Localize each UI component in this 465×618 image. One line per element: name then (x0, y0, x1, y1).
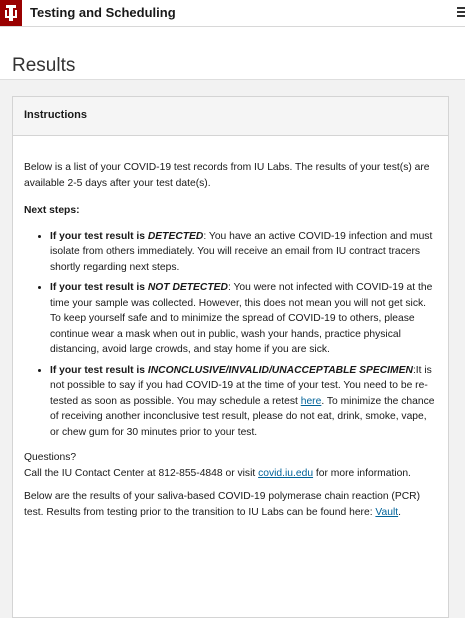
step-lead: If your test result is (50, 282, 148, 293)
step-body: : You were not infected with COVID-19 at the time your sample was collected. However, this does not mean you will not get sick. To keep yourself safe and to minimize the spread of COVID-19 to others, please continue wear a mask when out in public, wash your hands, practice physical distancing, avoid large crowds, and stay home if you are sick. (50, 282, 433, 355)
instructions-panel-header (13, 97, 448, 136)
step-body: : You have an active COVID-19 infection and must isolate from others immediately. You will receive an email from IU contract tracers shortly regarding next steps. (50, 230, 433, 273)
contact-text-after: for more information. (313, 467, 411, 479)
pcr-text (24, 489, 437, 520)
contact-text (24, 466, 437, 482)
schedule-retest-link[interactable]: here (300, 395, 322, 407)
next-steps-label: Next steps: (24, 205, 80, 216)
list-item-inconclusive (50, 363, 437, 441)
step-body-continued: . To minimize the chance of receiving another inconclusive test result, please do not eat, drink, smoke, vape, or chew gum for 30 minutes prior to your test. (50, 395, 435, 438)
list-item-detected (50, 229, 437, 276)
next-steps-list (24, 229, 437, 441)
instructions-heading: Instructions (24, 109, 87, 121)
status-not-detected: NOT DETECTED (147, 282, 228, 293)
list-item-not-detected (50, 280, 437, 358)
vault-link[interactable]: Vault (375, 506, 399, 518)
step-lead: If your test result is (50, 230, 148, 242)
intro-text: Below is a list of your COVID-19 test records from IU Labs. The results of your test(s) are available 2-5 days after your test date(s). (24, 162, 430, 189)
page-title: Results (12, 54, 76, 76)
hamburger-menu-icon[interactable] (457, 5, 465, 19)
contact-text-before: Call the IU Contact Center at 812-855-4848 or visit (24, 467, 259, 479)
pcr-text-body: Below are the results of your saliva-based COVID-19 polymerase chain reaction (PCR) test. Results from testing prior to the transition to IU Labs can be found here: (24, 491, 421, 518)
pcr-text-end: . (398, 506, 402, 518)
app-title: Testing and Scheduling (30, 5, 176, 20)
page-header (0, 27, 465, 80)
instructions-panel (12, 96, 449, 618)
step-body: :It is not possible to say if you had COVID-19 at the time of your test. You need to be re-tested as soon as possible. You may schedule a retest (50, 364, 432, 407)
covid-site-link[interactable]: covid.iu.edu (258, 467, 314, 479)
status-inconclusive: INCONCLUSIVE/INVALID/UNACCEPTABLE SPECIMEN (147, 364, 413, 376)
questions-label: Questions? (24, 452, 77, 463)
iu-trident-logo-icon[interactable] (0, 0, 22, 26)
instructions-body (13, 136, 448, 520)
status-detected: DETECTED (147, 230, 204, 242)
top-bar (0, 0, 465, 27)
step-lead: If your test result is (50, 364, 148, 376)
